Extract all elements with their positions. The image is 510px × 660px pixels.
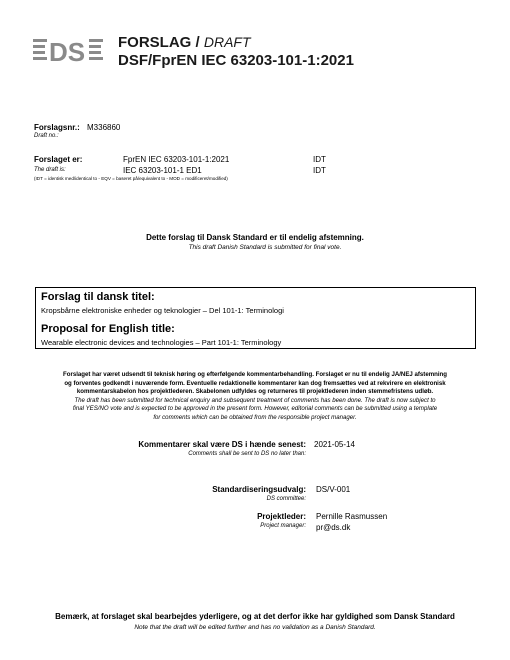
forslaget-er-label: Forslaget er:	[34, 155, 83, 164]
comments-sub: Comments shall be sent to DS no later than:	[188, 451, 306, 457]
forslagsnr-label: Forslagsnr.:	[34, 123, 80, 132]
notice-en-line: final YES/NO vote and is expected to be approved in the present form. However, editorial comments can be submitted using a template	[72, 405, 438, 413]
forslaget-er-code1: IDT	[313, 155, 326, 164]
forslaget-er-sub: The draft is:	[34, 167, 66, 173]
notice-da-line: kommentarskabelon hos projektlederen. Skabelonen udfyldes og returneres til projektlederen inden stemmefristens udløb.	[76, 388, 434, 396]
notice-en-line: for comments which can be obtained from the responsible project manager.	[153, 413, 357, 421]
da-title: Kropsbårne elektroniske enheder og teknologier – Del 101-1: Terminologi	[41, 306, 284, 315]
notice-en-line: The draft has been submitted for technical enquiry and subsequent treatment of comments has been done. The draft is now subject to	[74, 396, 436, 404]
title-draft: DRAFT	[203, 34, 251, 50]
document-id: DSF/FprEN IEC 63203-101-1:2021	[118, 52, 354, 69]
da-title-heading: Forslag til dansk titel:	[41, 291, 155, 303]
footer-da: Bemærk, at forslaget skal bearbejdes yderligere, og at det derfor ikke har gyldighed som Dansk Standard	[55, 612, 455, 621]
forslaget-er-code2: IDT	[313, 166, 326, 175]
manager-name: Pernille Rasmussen	[316, 512, 388, 521]
forslaget-er-legend: (IDT = identisk med/identical to - EQV = baseret på/equivalent to - MOD = modificeret/modified)	[34, 176, 228, 181]
forslagsnr-value: M336860	[87, 123, 121, 132]
ds-logo-mark	[33, 34, 113, 68]
en-title: Wearable electronic devices and technologies – Part 101-1: Terminology	[41, 338, 282, 347]
committee-value: DS/V-001	[316, 485, 351, 494]
submitted-en: This draft Danish Standard is submitted for final vote.	[188, 244, 342, 251]
notice-da-line: Forslaget har været udsendt til teknisk høring og efterfølgende kommentarbehandling. Forslaget er nu til endelig JA/NEJ afstemning	[63, 371, 447, 378]
ds-logo	[33, 34, 113, 68]
forslaget-er-value2: IEC 63203-101-1 ED1	[123, 166, 202, 175]
manager-email[interactable]: pr@ds.dk	[316, 523, 351, 532]
submitted-da: Dette forslag til Dansk Standard er til endelig afstemning.	[146, 233, 364, 242]
footer-en: Note that the draft will be edited further and has no validation as a Danish Standard.	[134, 624, 376, 631]
forslagsnr-sub: Draft no.:	[34, 133, 59, 139]
comments-label: Kommentarer skal være DS i hænde senest:	[138, 440, 306, 449]
comments-value: 2021-05-14	[314, 440, 355, 449]
forslaget-er-value1: FprEN IEC 63203-101-1:2021	[123, 155, 230, 164]
title-box	[35, 287, 476, 349]
manager-sub: Project manager:	[260, 523, 306, 529]
page-title	[118, 34, 251, 51]
notice-da-line: og forventes godkendt i nuværende form. Eventuelle redaktionelle kommentarer kan dog fremsættes ved at rekvirere en elektronisk	[64, 379, 446, 387]
manager-label: Projektleder:	[257, 512, 306, 521]
notice-paragraph	[25, 371, 485, 423]
logo-text: DS	[49, 37, 86, 67]
title-main: FORSLAG /	[118, 34, 200, 51]
committee-sub: DS committee:	[266, 496, 306, 502]
committee-label: Standardiseringsudvalg:	[212, 485, 306, 494]
en-title-heading: Proposal for English title:	[41, 323, 175, 335]
